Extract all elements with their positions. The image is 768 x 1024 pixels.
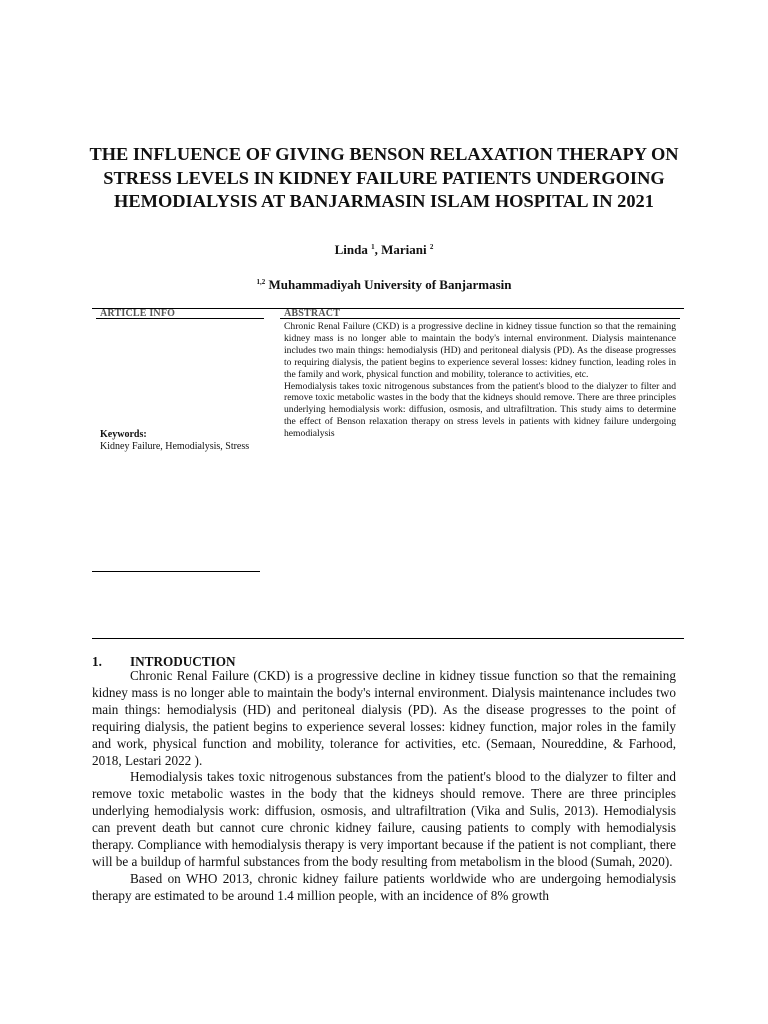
- abstract-text: [284, 321, 676, 440]
- section-number: 1.: [92, 654, 102, 669]
- affiliation-name: Muhammadiyah University of Banjarmasin: [268, 277, 512, 292]
- abstract-paragraph: Hemodialysis takes toxic nitrogenous substances from the patient's blood to the dialyzer to filter and remove toxic metabolic wastes in the body that the kidneys should remove. There are three principles underlying hemodialysis work: diffusion, osmosis, and ultrafiltration. This study aims to determine the effect of Benson relaxation therapy on stress levels in patients with kidney failure undergoing hemodialysis: [284, 380, 676, 440]
- info-table-bottom-rule: [92, 638, 684, 639]
- keywords-label: Keywords:: [100, 429, 147, 440]
- affiliation: [0, 277, 768, 293]
- author-affiliation-mark: 1: [371, 243, 375, 251]
- body-paragraph: Chronic Renal Failure (CKD) is a progressive decline in kidney tissue function so that the remaining kidney mass is no longer able to maintain the body's internal environment. Dialysis maintenance includes two main things: hemodialysis (HD) and peritoneal dialysis (PD). As the disease progresses to the point of requiring dialysis, the patient begins to experience several losses: kidney function, major roles in the family and work, physical function and mobility, tolerance for activities, etc. (Semaan, Noureddine, & Farhood, 2018, Lestari 2022 ).: [92, 668, 676, 768]
- author-name: Mariani: [381, 242, 427, 257]
- author-separator: ,: [374, 242, 382, 257]
- abstract-heading: ABSTRACT: [284, 308, 676, 319]
- body-paragraph: Hemodialysis takes toxic nitrogenous substances from the patient's blood to the dialyzer to filter and remove toxic metabolic wastes in the body that the kidneys should remove. There are three principles underlying hemodialysis work: diffusion, osmosis, and ultrafiltration (Vika and Sulis, 2013). Hemodialysis can prevent death but cannot cure chronic kidney failure, causing patients to comply with hemodialysis therapy. Compliance with hemodialysis therapy is very important because if the patient is not compliant, there will be a buildup of harmful substances from the body resulting from metabolism in the blood (Sumah, 2020).: [92, 769, 676, 869]
- affiliation-mark: 1,2: [256, 278, 266, 286]
- paper-title: THE INFLUENCE OF GIVING BENSON RELAXATION THERAPY ON STRESS LEVELS IN KIDNEY FAILURE PATIENTS UNDERGOING HEMODIALYSIS AT BANJARMASIN ISLAM HOSPITAL IN 2021: [89, 144, 679, 211]
- article-info-heading: ARTICLE INFO: [100, 308, 260, 319]
- introduction-body: [92, 668, 676, 905]
- author-affiliation-mark: 2: [429, 243, 434, 251]
- author-name: Linda: [334, 242, 368, 257]
- author-list: [0, 242, 768, 258]
- abstract-paragraph: Chronic Renal Failure (CKD) is a progressive decline in kidney tissue function so that the remaining kidney mass is no longer able to maintain the body's internal environment. Dialysis maintenance includes two main things: hemodialysis (HD) and peritoneal dialysis (PD). As the disease progresses to requiring dialysis, the patient begins to experience several losses: kidney function, leading roles in the family and work, physical function and mobility, tolerance to activities, etc.: [284, 321, 676, 380]
- section-title: INTRODUCTION: [130, 654, 236, 669]
- body-paragraph: Based on WHO 2013, chronic kidney failure patients worldwide who are undergoing hemodialysis therapy are estimated to be around 1.4 million people, with an incidence of 8% growth: [92, 870, 676, 903]
- article-info-bottom-rule: [92, 571, 260, 572]
- keywords-text: Kidney Failure, Hemodialysis, Stress: [100, 441, 250, 452]
